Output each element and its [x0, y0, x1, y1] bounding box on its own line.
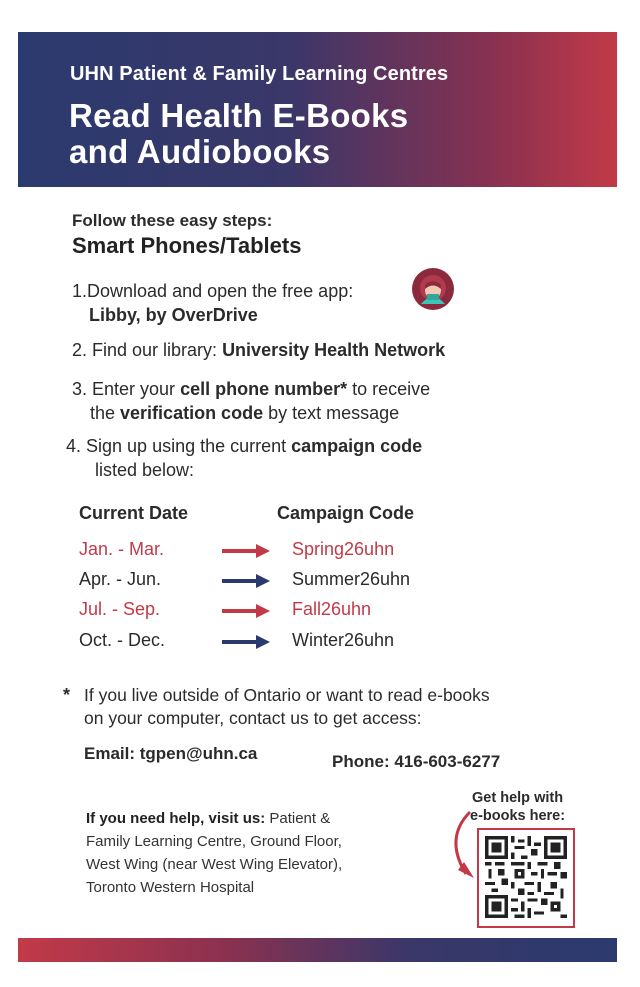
row-date: Oct. - Dec.: [79, 630, 166, 650]
curved-arrow-icon: [440, 808, 480, 888]
row-date: Jan. - Mar.: [79, 539, 165, 559]
qr-code-frame[interactable]: [477, 828, 575, 928]
row-date: Jul. - Sep.: [79, 599, 161, 619]
library-name: University Health Network: [222, 340, 446, 360]
phone-contact[interactable]: Phone: 416-603-6277: [332, 752, 501, 771]
step-3: [72, 377, 430, 425]
table-row: [0, 630, 640, 656]
section-heading: Smart Phones/Tablets: [72, 233, 302, 258]
title-line-1: Read Health E-Books: [69, 97, 409, 134]
qr-caption-line-1: Get help with: [472, 790, 564, 806]
row-code: Winter26uhn: [292, 630, 395, 650]
title-line-2: and Audiobooks: [69, 133, 331, 170]
step-3-text: 3. Enter your: [72, 379, 181, 399]
table-row: [0, 539, 640, 565]
verification-code-label: verification code: [120, 403, 264, 423]
right-arrow-icon: [222, 604, 270, 618]
libby-app-icon: [412, 268, 454, 310]
row-code: Fall26uhn: [292, 599, 372, 619]
help-text: [86, 807, 426, 899]
table-row: [0, 569, 640, 595]
footnote-star: *: [63, 685, 71, 705]
footnote-line-2: on your computer, contact us to get access:: [84, 708, 422, 728]
campaign-code-header: Campaign Code: [277, 503, 415, 523]
intro-text: Follow these easy steps:: [72, 211, 273, 230]
organization-name: UHN Patient & Family Learning Centres: [70, 63, 449, 85]
table-row: [0, 599, 640, 625]
footnote-text: [84, 684, 490, 730]
footer-bar: [18, 938, 617, 962]
step-1-app-name: Libby, by OverDrive: [89, 305, 258, 325]
cell-phone-number-label: cell phone number*: [180, 379, 348, 399]
step-3-line-2: [72, 401, 430, 425]
step-1-text: 1.Download and open the free app:: [72, 281, 354, 301]
row-code: Summer26uhn: [292, 569, 411, 589]
help-line-1: Patient &: [265, 810, 331, 827]
step-4: [66, 434, 422, 482]
step-2: [72, 338, 445, 362]
qr-caption: [470, 789, 565, 825]
page-title: [69, 98, 408, 170]
step-4-text: 4. Sign up using the current: [66, 436, 292, 456]
qr-code-icon[interactable]: [485, 836, 567, 918]
help-heading: If you need help, visit us:: [86, 810, 266, 827]
step-3-line-2-suffix: by text message: [263, 403, 400, 423]
help-line-3: West Wing (near West Wing Elevator),: [86, 856, 343, 873]
step-1: [72, 279, 353, 327]
header-banner: [18, 32, 617, 187]
help-line-4: Toronto Western Hospital: [86, 879, 255, 896]
qr-caption-line-2: e-books here:: [470, 808, 566, 824]
step-2-text: 2. Find our library:: [72, 340, 223, 360]
current-date-header: Current Date: [79, 503, 189, 523]
row-date: Apr. - Jun.: [79, 569, 162, 589]
email-contact[interactable]: Email: tgpen@uhn.ca: [84, 744, 258, 763]
right-arrow-icon: [222, 635, 270, 649]
step-4-line-2: listed below:: [95, 460, 195, 480]
right-arrow-icon: [222, 544, 270, 558]
step-3-line-2-prefix: the: [90, 403, 121, 423]
right-arrow-icon: [222, 574, 270, 588]
help-line-2: Family Learning Centre, Ground Floor,: [86, 833, 342, 850]
footnote-line-1: If you live outside of Ontario or want to read e-books: [84, 685, 490, 705]
row-code: Spring26uhn: [292, 539, 395, 559]
campaign-code-label: campaign code: [291, 436, 423, 456]
step-3-text-mid: to receive: [347, 379, 431, 399]
